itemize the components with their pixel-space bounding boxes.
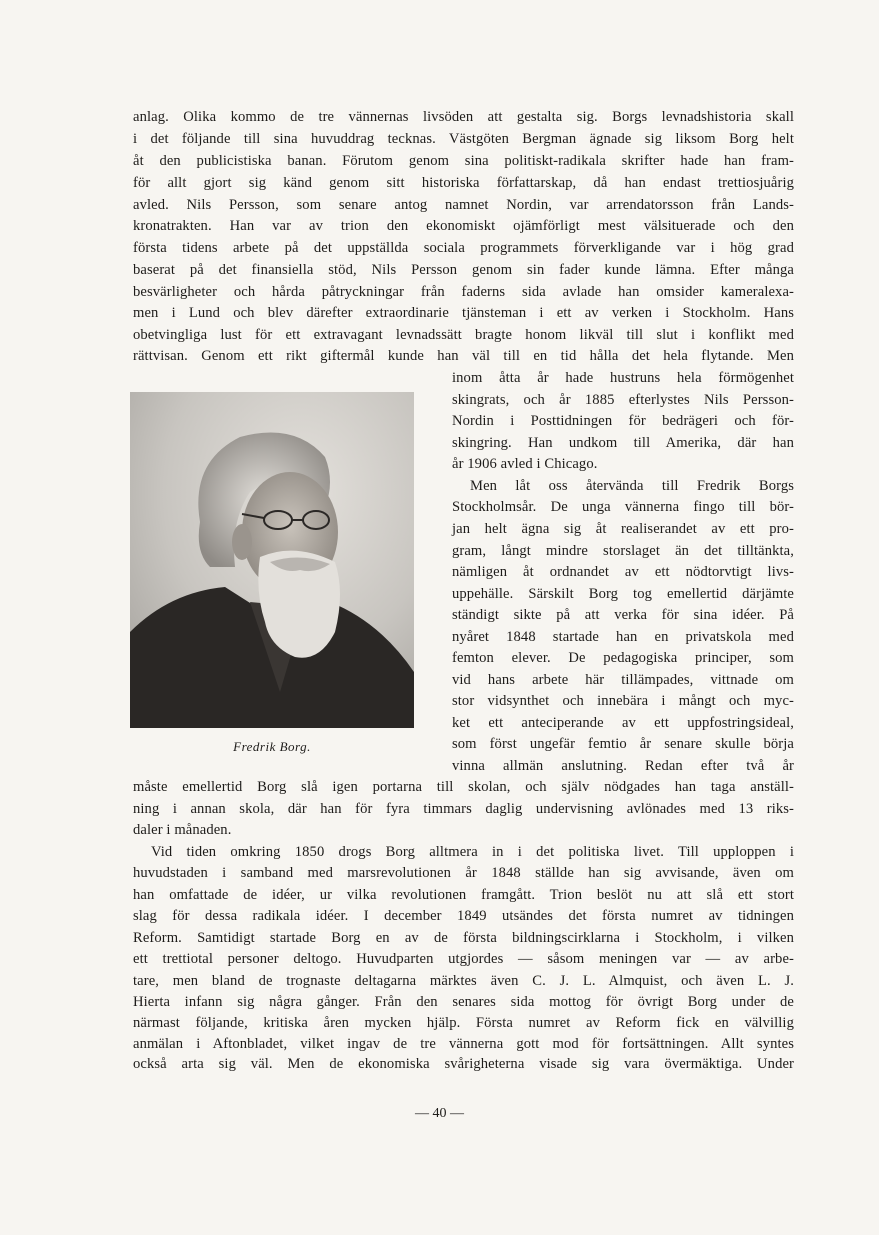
portrait-illustration <box>130 392 414 728</box>
text-line: i det följande till sina huvuddrag tecknas. Västgöten Bergman ägnade sig liksom Borg helt <box>133 131 794 147</box>
text-line: Vid tiden omkring 1850 drogs Borg alltmera in i det politiska livet. Till upploppen i <box>151 844 794 860</box>
text-line: anmälan i Aftonbladet, vilket ingav de tre vännerna gott mod för fortsättningen. Allt syntes <box>133 1036 794 1052</box>
text-line: daler i månaden. <box>133 822 232 838</box>
text-line: baserat på det finansiella stöd, Nils Persson genom sin fader kunde lämna. Efter många <box>133 262 794 278</box>
text-line: gram, långt mindre storslaget än det tilltänkta, <box>452 543 794 559</box>
text-line: skingrats, och år 1885 efterlystes Nils Persson- <box>452 392 794 408</box>
text-line: femton elever. De pedagogiska principer, som <box>452 650 794 666</box>
text-line: vid hans arbete här tillämpades, vittnade om <box>452 672 794 688</box>
text-line: anlag. Olika kommo de tre vännernas livsöden att gestalta sig. Borgs levnadshistoria skall <box>133 109 794 125</box>
text-line: Nordin i Posttidningen för bedrägeri och för- <box>452 413 794 429</box>
text-line: besvärligheter och hårda påtryckningar från faderns sida avlade han omsider kameralexa- <box>133 284 794 300</box>
text-line: tare, men bland de trognaste deltagarna märktes även C. J. L. Almquist, och även L. J. <box>133 973 794 989</box>
text-line: Men låt oss återvända till Fredrik Borgs <box>470 478 794 494</box>
text-line: Reform. Samtidigt startade Borg en av de första bildningscirklarna i Stockholm, i vilken <box>133 930 794 946</box>
text-line: ett trettiotal personer deltogo. Huvudparten utgjordes — såsom meningen var — av arbe- <box>133 951 794 967</box>
page-number: — 40 — <box>415 1106 464 1121</box>
text-line: år 1906 avled i Chicago. <box>452 456 598 472</box>
text-line: ket ett anteciperande av ett uppfostringsideal, <box>452 715 794 731</box>
text-line: första tidens arbete på det uppställda sociala programmets förverkligande var i hög grad <box>133 240 794 256</box>
text-line: avled. Nils Persson, som senare antog namnet Nordin, var arrendatorsson från Lands- <box>133 197 794 213</box>
text-line: också arta sig väl. Men de ekonomiska svårigheterna visade sig vara övermäktiga. Under <box>133 1056 794 1072</box>
text-line: närmast följande, kritiska åren mycken hjälp. Första numret av Reform fick en välvillig <box>133 1015 794 1031</box>
text-line: huvudstaden i samband med marsrevolutionen år 1848 ställde han sig avvisande, även om <box>133 865 794 881</box>
text-line: jan helt ägna sig åt realiserandet av ett pro- <box>452 521 794 537</box>
photo-caption: Fredrik Borg. <box>233 739 311 754</box>
text-line: han omfattade de idéer, ur vilka revolutionen framgått. Trion beslöt nu att slå ett stort <box>133 887 794 903</box>
text-line: obetvingliga lust för ett extravagant levnadssätt bragte honom likväl till slut i konflikt med <box>133 327 794 343</box>
text-line: rättvisan. Genom ett rikt giftermål kunde han väl till en tid hålla det hela flytande. Men <box>133 348 794 364</box>
text-line: slag för dessa radikala idéer. I december 1849 utsändes det första numret av tidningen <box>133 908 794 924</box>
text-line: nyåret 1848 startade han en privatskola med <box>452 629 794 645</box>
text-line: men i Lund och blev därefter extraordinarie tjänsteman i ett av verken i Stockholm. Hans <box>133 305 794 321</box>
text-line: uppehälle. Särskilt Borg tog emellertid därjämte <box>452 586 794 602</box>
text-line: Hierta infann sig några gånger. Från den senares sida mottog för övrigt Borg under de <box>133 994 794 1010</box>
text-line: inom åtta år hade hustruns hela förmögenhet <box>452 370 794 386</box>
text-line: ning i annan skola, där han för fyra timmars daglig undervisning avlönades med 13 riks- <box>133 801 794 817</box>
text-line: vinna allmän anslutning. Redan efter två år <box>452 758 794 774</box>
text-line: Stockholmsår. De unga vännerna fingo till bör- <box>452 499 794 515</box>
text-line: skingring. Han undkom till Amerika, där han <box>452 435 794 451</box>
text-line: som först ungefär femtio år senare skulle börja <box>452 736 794 752</box>
text-line: nämligen åt ordnandet av ett nödtorvtigt livs- <box>452 564 794 580</box>
text-line: måste emellertid Borg slå igen portarna till skolan, och själv nödgades han taga anställ- <box>133 779 794 795</box>
text-line: stor vidsynthet och innebära i mångt och myc- <box>452 693 794 709</box>
text-line: ständigt sikte på att verka för sina idéer. På <box>452 607 794 623</box>
text-line: för allt gjort sig känd genom sitt historiska författarskap, då han endast trettiosjuårig <box>133 175 794 191</box>
text-line: kronatrakten. Han var av trion den ekonomiskt ojämförligt mest välsituerade och den <box>133 218 794 234</box>
portrait-photo <box>130 392 414 728</box>
text-line: åt den publicistiska banan. Förutom genom sina politiskt-radikala skrifter hade han fram- <box>133 153 794 169</box>
